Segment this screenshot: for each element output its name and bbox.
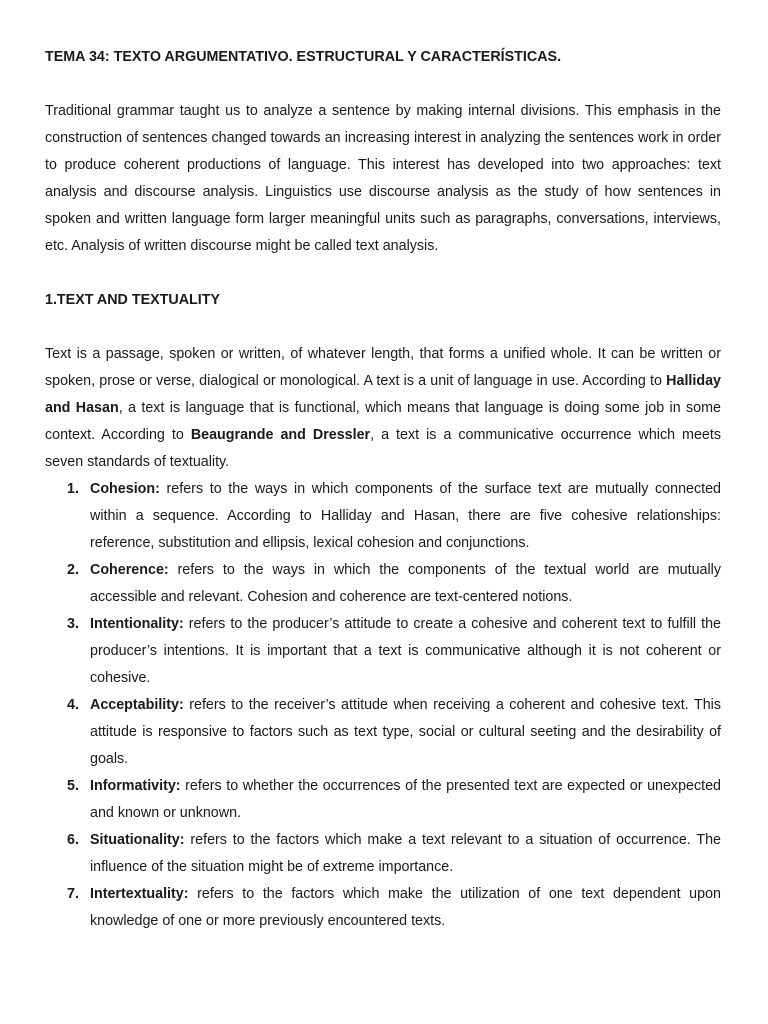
paragraph-text: , a text is language that is functional, which means that language is doing some job in some context. According to	[45, 400, 721, 443]
list-item	[45, 476, 721, 557]
list-term: Informativity:	[90, 778, 181, 794]
list-term: Intertextuality:	[90, 886, 189, 902]
list-text: refers to the receiver’s attitude when receiving a coherent and cohesive text. This attitude is responsive to factors such as text type, social or cultural seeting and the desirability of goals.	[90, 697, 721, 767]
list-text: refers to the ways in which the components of the textual world are mutually accessible and relevant. Cohesion and coherence are text-centered notions.	[90, 562, 721, 605]
text-definition-paragraph	[45, 341, 721, 476]
list-text: refers to the producer’s attitude to create a cohesive and coherent text to fulfill the producer’s intentions. It is important that a text is communicative although it is not coherent or cohesive.	[90, 616, 721, 686]
spacer	[45, 314, 721, 341]
list-number: 4.	[67, 697, 79, 713]
list-item	[45, 881, 721, 935]
list-number: 3.	[67, 616, 79, 632]
textuality-standards-list	[45, 476, 721, 935]
list-text: refers to the factors which make the utilization of one text dependent upon knowledge of one or more previously encountered texts.	[90, 886, 721, 929]
author-name: Beaugrande and Dressler	[190, 427, 371, 443]
spacer	[45, 71, 721, 98]
list-item	[45, 611, 721, 692]
list-term: Cohesion:	[90, 481, 160, 497]
list-term: Acceptability:	[90, 697, 184, 713]
list-item	[45, 827, 721, 881]
list-term: Situationality:	[90, 832, 185, 848]
list-number: 1.	[67, 481, 79, 497]
list-item	[45, 773, 721, 827]
list-number: 7.	[67, 886, 79, 902]
section-heading: 1.TEXT AND TEXTUALITY	[45, 292, 221, 308]
list-text: refers to whether the occurrences of the presented text are expected or unexpected and known or unknown.	[90, 778, 721, 821]
list-number: 5.	[67, 778, 79, 794]
author-name: Halliday and Hasan	[45, 373, 721, 416]
intro-paragraph: Traditional grammar taught us to analyze a sentence by making internal divisions. This emphasis in the construction of sentences changed towards an increasing interest in analyzing the sentences work in order to produce coherent productions of language. This interest has developed into two approaches: text analysis and discourse analysis. Linguistics use discourse analysis as the study of how sentences in spoken and written language form larger meaningful units such as paragraphs, conversations, interviews, etc. Analysis of written discourse might be called text analysis.	[45, 103, 721, 254]
list-number: 6.	[67, 832, 79, 848]
list-text: refers to the factors which make a text relevant to a situation of occurrence. The influence of the situation might be of extreme importance.	[90, 832, 721, 875]
document-title: TEMA 34: TEXTO ARGUMENTATIVO. ESTRUCTURAL Y CARACTERÍSTICAS.	[45, 49, 562, 65]
list-item	[45, 692, 721, 773]
list-item	[45, 557, 721, 611]
list-term: Intentionality:	[90, 616, 184, 632]
list-text: refers to the ways in which components of the surface text are mutually connected within a sequence. According to Halliday and Hasan, there are five cohesive relationships: reference, substitution and ellipsis, lexical cohesion and conjunctions.	[90, 481, 721, 551]
document-page	[45, 44, 721, 935]
spacer	[45, 260, 721, 287]
list-number: 2.	[67, 562, 79, 578]
paragraph-text: Text is a passage, spoken or written, of whatever length, that forms a unified whole. It can be written or spoken, prose or verse, dialogical or monological. A text is a unit of language in use. According to	[45, 346, 721, 389]
list-term: Coherence:	[90, 562, 169, 578]
paragraph-text: , a text is a communicative occurrence which meets seven standards of textuality.	[45, 427, 721, 470]
